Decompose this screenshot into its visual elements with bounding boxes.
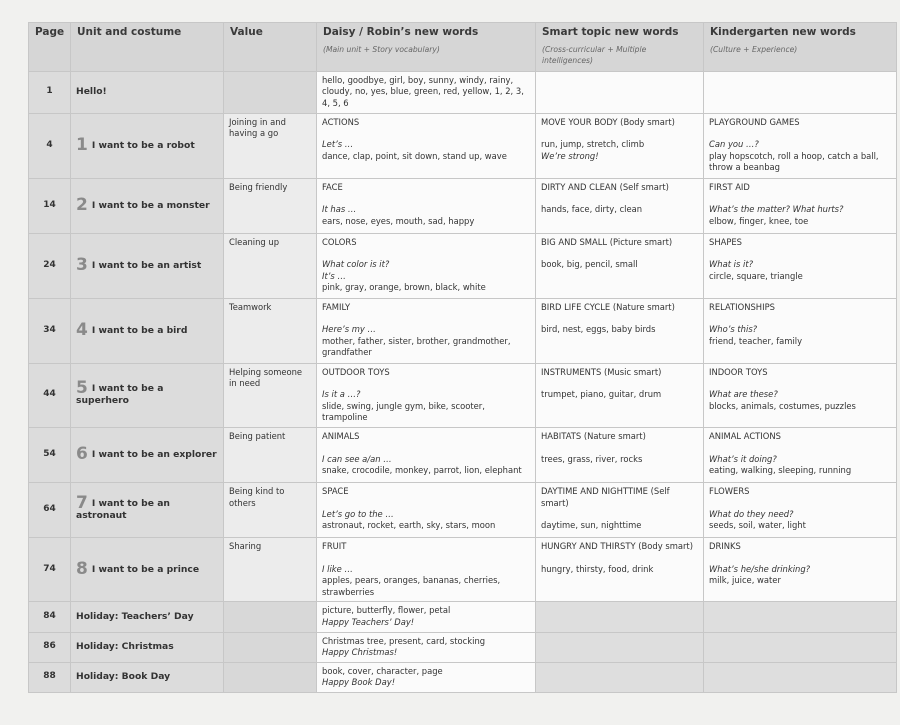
value-cell: [224, 71, 317, 113]
smart-cell: [536, 632, 704, 662]
kinder-cell: [704, 537, 897, 601]
smart-cell: [536, 482, 704, 537]
holiday-phrase: Happy Christmas!: [322, 647, 398, 658]
kinder-heading: SHAPES: [709, 236, 743, 247]
page-number: 84: [43, 611, 56, 622]
daisy-words: ears, nose, eyes, mouth, sad, happy: [322, 215, 475, 226]
table-row: [29, 363, 897, 427]
value-cell: [224, 602, 317, 632]
smart-words: daytime, sun, nighttime: [541, 520, 642, 531]
header-smart: [536, 23, 704, 72]
smart-words: run, jump, stretch, climb: [541, 139, 645, 150]
header-unit-label: Unit and costume: [77, 26, 182, 38]
page-cell: [29, 233, 71, 298]
unit-title: I want to be a prince: [91, 563, 200, 575]
unit-title: I want to be a robot: [91, 139, 195, 151]
daisy-words: slide, swing, jungle gym, bike, scooter, trampoline: [322, 400, 485, 423]
holiday-title: Holiday: Teachers’ Day: [76, 610, 194, 622]
holiday-row: [29, 662, 897, 692]
kinder-cell: [704, 662, 897, 692]
header-smart-label: Smart topic new words: [542, 26, 679, 38]
daisy-cell: [317, 427, 536, 482]
holiday-phrase: Happy Book Day!: [322, 677, 396, 688]
daisy-phrase: Let’s go to the …: [322, 508, 394, 519]
daisy-cell: [317, 233, 536, 298]
table-row: [29, 427, 897, 482]
daisy-cell: [317, 298, 536, 363]
daisy-phrase: Is it a …?: [322, 389, 361, 400]
holiday-words: picture, butterfly, flower, petal: [322, 605, 451, 616]
daisy-phrase: Let’s …: [322, 139, 354, 150]
value-cell: [224, 537, 317, 601]
page-cell: [29, 602, 71, 632]
page-number: 1: [46, 86, 53, 97]
kinder-cell: [704, 178, 897, 233]
daisy-heading: FRUIT: [322, 540, 347, 551]
kinder-phrase: What’s it doing?: [709, 453, 777, 464]
smart-phrase: We’re strong!: [541, 150, 599, 161]
header-daisy-sub: (Main unit + Story vocabulary): [323, 44, 440, 54]
kinder-words: friend, teacher, family: [709, 335, 803, 346]
kinder-cell: [704, 363, 897, 427]
unit-cell: [71, 537, 224, 601]
header-row: [29, 23, 897, 72]
page-cell: [29, 178, 71, 233]
kinder-phrase: Can you …?: [709, 139, 759, 150]
header-page-label: Page: [35, 26, 65, 38]
daisy-cell: [317, 363, 536, 427]
unit-number: 5: [76, 378, 88, 399]
smart-cell: [536, 602, 704, 632]
page-cell: [29, 662, 71, 692]
unit-number: 7: [76, 493, 88, 514]
smart-heading: INSTRUMENTS (Music smart): [541, 366, 662, 377]
holiday-row: [29, 632, 897, 662]
unit-number: 6: [76, 443, 88, 464]
page-cell: [29, 298, 71, 363]
smart-heading: DIRTY AND CLEAN (Self smart): [541, 181, 669, 192]
daisy-phrase: I can see a/an …: [322, 453, 392, 464]
unit-number: 1: [76, 134, 88, 155]
kinder-phrase: What are these?: [709, 389, 778, 400]
kinder-heading: FLOWERS: [709, 485, 750, 496]
smart-words: book, big, pencil, small: [541, 259, 638, 270]
unit-title: I want to be an explorer: [91, 448, 217, 460]
kinder-words: milk, juice, water: [709, 575, 781, 586]
header-unit: [71, 23, 224, 72]
kinder-heading: FIRST AID: [709, 181, 750, 192]
daisy-heading: FACE: [322, 181, 343, 192]
unit-cell: [71, 233, 224, 298]
holiday-words: Christmas tree, present, card, stocking: [322, 635, 486, 646]
page-cell: [29, 113, 71, 178]
unit-title: I want to be an astronaut: [76, 498, 170, 521]
daisy-phrase: I like …: [322, 563, 353, 574]
daisy-heading: SPACE: [322, 485, 349, 496]
header-kinder-label: Kindergarten new words: [710, 26, 856, 38]
daisy-heading: ACTIONS: [322, 116, 360, 127]
smart-words: hungry, thirsty, food, drink: [541, 563, 654, 574]
unit-number: 2: [76, 194, 88, 215]
daisy-cell: [317, 71, 536, 113]
header-daisy: [317, 23, 536, 72]
daisy-phrase: Here’s my …: [322, 324, 376, 335]
daisy-words: snake, crocodile, monkey, parrot, lion, elephant: [322, 465, 522, 476]
value-cell: [224, 113, 317, 178]
unit-number: 4: [76, 319, 88, 340]
unit-cell: [71, 482, 224, 537]
kinder-cell: [704, 482, 897, 537]
daisy-words: hello, goodbye, girl, boy, sunny, windy, rainy, cloudy, no, yes, blue, green, red, yellow, 1, 2, 3, 4, 5, 6: [322, 74, 524, 108]
unit-cell: [71, 602, 224, 632]
kinder-heading: PLAYGROUND GAMES: [709, 116, 800, 127]
kinder-cell: [704, 632, 897, 662]
daisy-words: dance, clap, point, sit down, stand up, wave: [322, 150, 507, 161]
daisy-cell: [317, 602, 536, 632]
kinder-heading: DRINKS: [709, 540, 741, 551]
value-cell: [224, 233, 317, 298]
kinder-cell: [704, 233, 897, 298]
daisy-cell: [317, 632, 536, 662]
unit-cell: [71, 632, 224, 662]
page-number: 34: [43, 324, 56, 335]
daisy-words: apples, pears, oranges, bananas, cherries, strawberries: [322, 575, 501, 597]
unit-cell: [71, 113, 224, 178]
kinder-cell: [704, 602, 897, 632]
smart-heading: BIRD LIFE CYCLE (Nature smart): [541, 301, 675, 312]
smart-words: hands, face, dirty, clean: [541, 204, 643, 215]
kinder-words: play hopscotch, roll a hoop, catch a ball, throw a beanbag: [709, 150, 879, 173]
smart-cell: [536, 71, 704, 113]
daisy-phrase-2: It’s …: [322, 270, 346, 281]
value-text: Helping someone in need: [229, 366, 303, 389]
header-kinder-sub: (Culture + Experience): [710, 44, 798, 54]
table-row: [29, 482, 897, 537]
value-text: Joining in and having a go: [229, 116, 286, 139]
header-daisy-label: Daisy / Robin’s new words: [323, 26, 479, 38]
smart-words: trumpet, piano, guitar, drum: [541, 389, 662, 400]
holiday-title: Holiday: Christmas: [76, 641, 174, 653]
value-cell: [224, 363, 317, 427]
unit-cell: [71, 427, 224, 482]
holiday-row: [29, 602, 897, 632]
kinder-heading: RELATIONSHIPS: [709, 301, 775, 312]
daisy-heading: ANIMALS: [322, 430, 360, 441]
smart-cell: [536, 537, 704, 601]
daisy-cell: [317, 178, 536, 233]
smart-heading: HABITATS (Nature smart): [541, 430, 646, 441]
value-cell: [224, 427, 317, 482]
page-number: 54: [43, 449, 56, 460]
smart-cell: [536, 298, 704, 363]
unit-cell: [71, 363, 224, 427]
header-page: [29, 23, 71, 72]
header-kinder: [704, 23, 897, 72]
kinder-cell: [704, 113, 897, 178]
kinder-words: eating, walking, sleeping, running: [709, 465, 852, 476]
unit-title: I want to be an artist: [91, 259, 202, 271]
smart-heading: BIG AND SMALL (Picture smart): [541, 236, 673, 247]
daisy-heading: FAMILY: [322, 301, 351, 312]
kinder-cell: [704, 71, 897, 113]
daisy-cell: [317, 537, 536, 601]
unit-number: 3: [76, 254, 88, 275]
page-number: 24: [43, 259, 56, 270]
daisy-cell: [317, 113, 536, 178]
value-cell: [224, 632, 317, 662]
header-smart-sub: (Cross-curricular + Multiple intelligences): [542, 44, 647, 66]
table-row: [29, 233, 897, 298]
table-row: [29, 71, 897, 113]
page-cell: [29, 427, 71, 482]
daisy-words: astronaut, rocket, earth, sky, stars, moon: [322, 520, 496, 531]
page-cell: [29, 632, 71, 662]
daisy-heading: OUTDOOR TOYS: [322, 366, 390, 377]
page-number: 64: [43, 504, 56, 515]
page-number: 4: [46, 139, 53, 150]
value-text: Being friendly: [229, 181, 288, 192]
kinder-phrase: What’s the matter? What hurts?: [709, 204, 844, 215]
table-row: [29, 178, 897, 233]
value-cell: [224, 298, 317, 363]
holiday-title: Holiday: Book Day: [76, 671, 171, 683]
header-value: [224, 23, 317, 72]
kinder-words: circle, square, triangle: [709, 270, 803, 281]
scope-sequence-sheet: [28, 22, 896, 693]
kinder-cell: [704, 298, 897, 363]
unit-title: I want to be a monster: [91, 199, 210, 211]
unit-cell: [71, 178, 224, 233]
smart-heading: MOVE YOUR BODY (Body smart): [541, 116, 675, 127]
value-cell: [224, 178, 317, 233]
smart-words: bird, nest, eggs, baby birds: [541, 324, 656, 335]
smart-cell: [536, 662, 704, 692]
smart-cell: [536, 113, 704, 178]
page-number: 86: [43, 641, 56, 652]
holiday-phrase: Happy Teachers’ Day!: [322, 616, 415, 627]
page-cell: [29, 537, 71, 601]
smart-cell: [536, 233, 704, 298]
table-row: [29, 298, 897, 363]
page-cell: [29, 482, 71, 537]
holiday-words: book, cover, character, page: [322, 665, 443, 676]
smart-cell: [536, 427, 704, 482]
page-cell: [29, 71, 71, 113]
daisy-cell: [317, 662, 536, 692]
kinder-heading: ANIMAL ACTIONS: [709, 430, 781, 441]
daisy-heading: COLORS: [322, 236, 357, 247]
unit-number: 8: [76, 558, 88, 579]
smart-words: trees, grass, river, rocks: [541, 453, 643, 464]
smart-cell: [536, 363, 704, 427]
kinder-words: seeds, soil, water, light: [709, 520, 806, 531]
smart-heading: HUNGRY AND THIRSTY (Body smart): [541, 540, 693, 551]
page-number: 74: [43, 563, 56, 574]
header-value-label: Value: [230, 26, 263, 38]
daisy-phrase: It has …: [322, 204, 357, 215]
unit-cell: [71, 298, 224, 363]
kinder-words: blocks, animals, costumes, puzzles: [709, 400, 856, 411]
smart-heading: DAYTIME AND NIGHTTIME (Self smart): [541, 485, 670, 508]
scope-table: [28, 22, 897, 693]
page-number: 44: [43, 389, 56, 400]
kinder-phrase: What’s he/she drinking?: [709, 563, 811, 574]
table-row: [29, 113, 897, 178]
unit-title: I want to be a superhero: [76, 383, 164, 407]
daisy-words: mother, father, sister, brother, grandmother, grandfather: [322, 335, 511, 358]
daisy-words: pink, gray, orange, brown, black, white: [322, 282, 486, 293]
daisy-phrase: What color is it?: [322, 259, 390, 270]
daisy-cell: [317, 482, 536, 537]
kinder-phrase: What is it?: [709, 259, 754, 270]
page-number: 88: [43, 671, 56, 682]
value-text: Teamwork: [229, 301, 272, 312]
kinder-phrase: What do they need?: [709, 508, 794, 519]
value-text: Cleaning up: [229, 236, 280, 247]
unit-cell: [71, 662, 224, 692]
smart-cell: [536, 178, 704, 233]
value-text: Being patient: [229, 430, 286, 441]
value-text: Sharing: [229, 540, 262, 551]
kinder-words: elbow, finger, knee, toe: [709, 215, 809, 226]
value-cell: [224, 662, 317, 692]
kinder-phrase: Who’s this?: [709, 324, 758, 335]
value-cell: [224, 482, 317, 537]
page-number: 14: [43, 199, 56, 210]
page-cell: [29, 363, 71, 427]
table-row: [29, 537, 897, 601]
value-text: Being kind to others: [229, 485, 285, 508]
unit-title: Hello!: [76, 86, 107, 98]
unit-title: I want to be a bird: [91, 324, 188, 336]
kinder-cell: [704, 427, 897, 482]
kinder-heading: INDOOR TOYS: [709, 366, 768, 377]
unit-cell: [71, 71, 224, 113]
